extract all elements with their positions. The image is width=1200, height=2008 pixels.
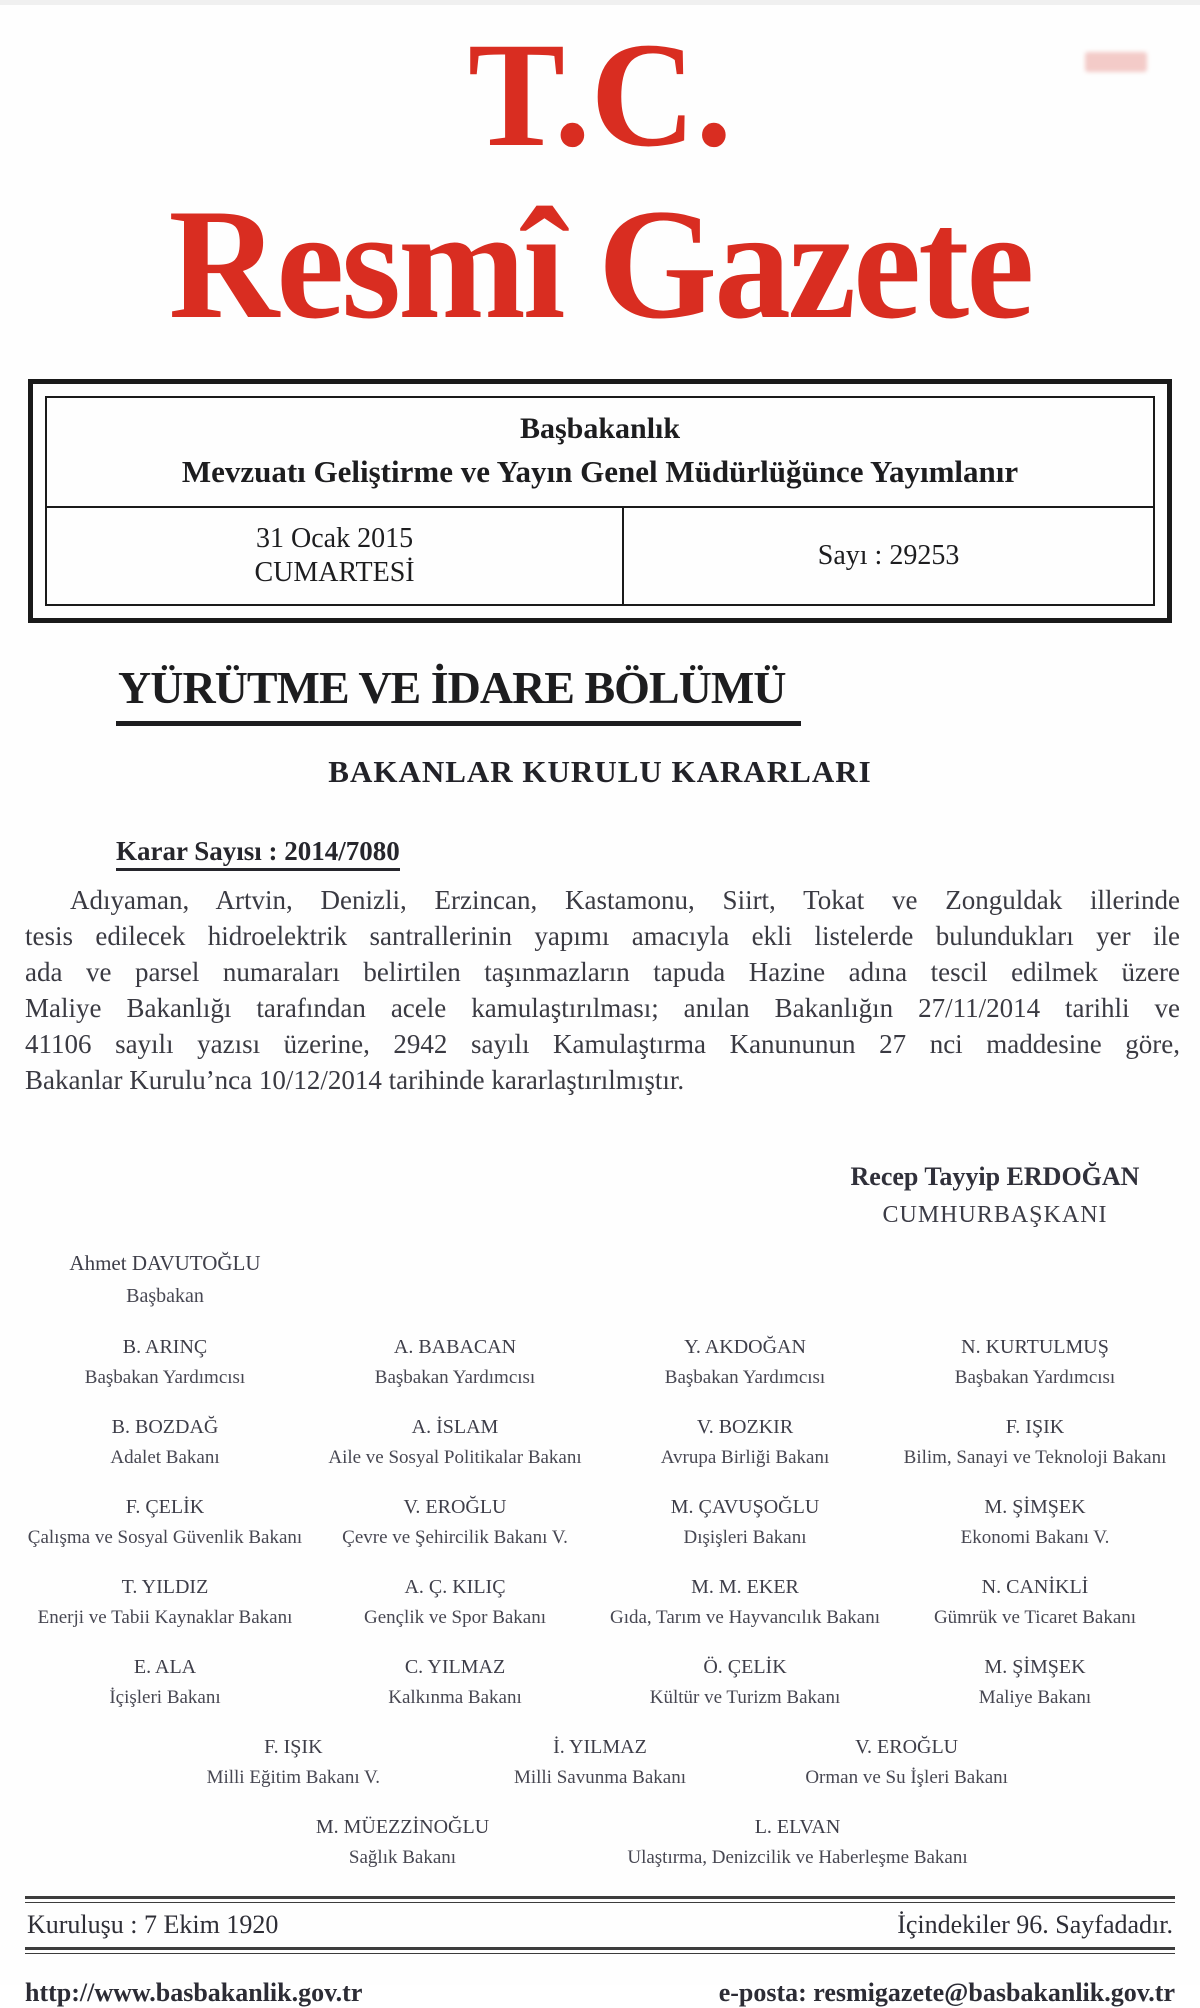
masthead: [0, 5, 1200, 352]
signatory-title: İçişleri Bakanı: [109, 1687, 221, 1708]
signatory-title: Milli Eğitim Bakanı V.: [206, 1767, 381, 1788]
decision-text-line: tesis edilecek hidroelektrik santrallerinin yapımı amacıyla ekli listelerde bulundukları yer ile: [25, 921, 1180, 951]
signatory: [20, 1416, 310, 1469]
footer-rule-top: [25, 1896, 1175, 1903]
issue-date-cell: [47, 508, 624, 604]
signatory-title: Gençlik ve Spor Bakanı: [363, 1607, 547, 1628]
subsection-title: BAKANLAR KURULU KARARLARI: [328, 754, 872, 789]
signatory-name: B. ARINÇ: [122, 1336, 208, 1358]
signatory: [753, 1736, 1060, 1789]
issue-day: CUMARTESİ: [254, 557, 415, 588]
signatory-name: N. CANİKLİ: [981, 1576, 1089, 1598]
signatory: [310, 1656, 600, 1709]
signatory-name: V. EROĞLU: [403, 1496, 507, 1518]
footer-info-row: [25, 1903, 1175, 1947]
publisher-name: Başbakanlık: [519, 412, 681, 445]
signatory: [600, 1576, 890, 1629]
section-title-wrap: [116, 661, 1200, 726]
decision-text: [25, 882, 1180, 1098]
signatory-title: Milli Savunma Bakanı: [513, 1767, 686, 1788]
signatory-name: M. ŞİMŞEK: [984, 1496, 1086, 1518]
signatory: [310, 1416, 600, 1469]
signatory: [890, 1656, 1180, 1709]
signatory-name: B. BOZDAĞ: [111, 1416, 219, 1438]
publisher-block: [47, 398, 1153, 506]
signatory: [20, 1576, 310, 1629]
signatory-title: Adalet Bakanı: [110, 1447, 220, 1468]
signature-row: [20, 1416, 1180, 1469]
signatory-name: İ. YILMAZ: [553, 1736, 647, 1758]
signatory-title: Sağlık Bakanı: [348, 1847, 457, 1868]
footer: [25, 1896, 1175, 1954]
decision-text-line: 41106 sayılı yazısı üzerine, 2942 sayılı Kamulaştırma Kanununun 27 nci maddesine göre,: [25, 1029, 1180, 1059]
decision-number: [116, 836, 1200, 867]
signature-row: [205, 1816, 995, 1869]
contents-note: İçindekiler 96. Sayfadadır.: [897, 1910, 1173, 1939]
masthead-tc: T.C.: [467, 12, 733, 178]
publisher-info-box: [28, 379, 1172, 623]
signatory-title: Kalkınma Bakanı: [388, 1687, 522, 1708]
signatory-title: Başbakan Yardımcısı: [664, 1367, 826, 1388]
signatory: [890, 1576, 1180, 1629]
decision-text-line: Bakanlar Kurulu’nca 10/12/2014 tarihinde kararlaştırılmıştır.: [25, 1065, 685, 1095]
signatory-title: Ekonomi Bakanı V.: [960, 1527, 1110, 1548]
signatory: [310, 1336, 600, 1389]
signatory: [20, 1496, 310, 1549]
signatory-name: T. YILDIZ: [121, 1576, 209, 1598]
signature-row: [20, 1576, 1180, 1629]
publisher-info-box-inner: [45, 396, 1155, 606]
signatory: [447, 1736, 754, 1789]
signatory-name: A. BABACAN: [393, 1336, 517, 1358]
issue-date: 31 Ocak 2015: [256, 523, 414, 554]
signatory-name: A. Ç. KILIÇ: [404, 1576, 506, 1598]
decision-text-line: ada ve parsel numaraları belirtilen taşınmazların tapuda Hazine adına tescil edilmek üzere: [25, 957, 1180, 987]
signatory-name: M. ÇAVUŞOĞLU: [670, 1496, 820, 1518]
founded-date: Kuruluşu : 7 Ekim 1920: [27, 1910, 279, 1939]
signatory-name: V. EROĞLU: [855, 1736, 959, 1758]
website-url: http://www.basbakanlik.gov.tr: [25, 1978, 363, 2007]
signatory: [600, 1416, 890, 1469]
signatory-title: Maliye Bakanı: [978, 1687, 1092, 1708]
signatory-title: Çalışma ve Sosyal Güvenlik Bakanı: [27, 1527, 303, 1548]
signatory-title: Gıda, Tarım ve Hayvancılık Bakanı: [609, 1607, 881, 1628]
footer-rule-bottom: [25, 1947, 1175, 1954]
signatory-name: Ö. ÇELİK: [703, 1656, 787, 1678]
signatory-title: Kültür ve Turizm Bakanı: [649, 1687, 841, 1708]
signatory-title: Bilim, Sanayi ve Teknoloji Bakanı: [903, 1447, 1167, 1468]
signatory: [890, 1336, 1180, 1389]
signatory-name: Y. AKDOĞAN: [684, 1336, 806, 1358]
signatory-name: F. IŞIK: [264, 1736, 323, 1758]
president-name: Recep Tayyip ERDOĞAN: [850, 1162, 1140, 1191]
signatory: [310, 1576, 600, 1629]
signatory-title: Enerji ve Tabii Kaynaklar Bakanı: [37, 1607, 293, 1628]
signatory: [20, 1336, 310, 1389]
signatory: [205, 1816, 600, 1869]
masthead-title: Resmî Gazete: [168, 177, 1032, 352]
signatory: [600, 1336, 890, 1389]
signature-row: [140, 1736, 1060, 1789]
signatory: [890, 1496, 1180, 1549]
email-address: e-posta: resmigazete@basbakanlik.gov.tr: [718, 1978, 1175, 2007]
signatory-name: C. YILMAZ: [404, 1656, 506, 1678]
signature-row: [20, 1496, 1180, 1549]
date-issue-row: [47, 506, 1153, 604]
signatory-name: E. ALA: [133, 1656, 197, 1678]
signatory-name: M. M. EKER: [691, 1576, 799, 1598]
president-signature: [795, 1162, 1195, 1229]
signatory-title: Başbakan Yardımcısı: [374, 1367, 536, 1388]
signatory-title: Avrupa Birliği Bakanı: [660, 1447, 830, 1468]
signatory-name: F. ÇELİK: [125, 1496, 205, 1518]
footer-links-row: [25, 1978, 1175, 2008]
decision-text-line: Maliye Bakanlığı tarafından acele kamulaştırılması; anılan Bakanlığın 27/11/2014 tarihli ve: [25, 993, 1180, 1023]
decision-text-line: Adıyaman, Artvin, Denizli, Erzincan, Kastamonu, Siirt, Tokat ve Zonguldak illerinde: [70, 885, 1180, 915]
signatory-name: F. IŞIK: [1005, 1416, 1065, 1438]
signatory-title: Dışişleri Bakanı: [683, 1527, 807, 1548]
signatory-title: Başbakan Yardımcısı: [84, 1367, 246, 1388]
signatory: [20, 1656, 310, 1709]
signatory: [600, 1816, 995, 1869]
signatory-name: M. MÜEZZİNOĞLU: [315, 1816, 490, 1838]
signatory-title: Ulaştırma, Denizcilik ve Haberleşme Bakanı: [627, 1847, 968, 1868]
president-title: CUMHURBAŞKANI: [882, 1202, 1108, 1228]
issue-number: Sayı : 29253: [817, 540, 960, 571]
signatory: [600, 1656, 890, 1709]
signatory-title: Aile ve Sosyal Politikalar Bakanı: [328, 1447, 582, 1468]
signatory: [310, 1496, 600, 1549]
signatory: [890, 1416, 1180, 1469]
ministers-signature-grid: [0, 1336, 1200, 1869]
signatory: [600, 1496, 890, 1549]
signatory-name: V. BOZKIR: [696, 1416, 794, 1438]
decision-number-label: Karar Sayısı : 2014/7080: [116, 836, 400, 871]
publisher-subtitle: Mevzuatı Geliştirme ve Yayın Genel Müdürlüğünce Yayımlanır: [181, 454, 1019, 489]
prime-minister-title: Başbakan: [126, 1285, 204, 1307]
signatory-name: M. ŞİMŞEK: [984, 1656, 1086, 1678]
signatory-name: L. ELVAN: [754, 1816, 841, 1838]
signatory-title: Başbakan Yardımcısı: [954, 1367, 1116, 1388]
signatory-name: N. KURTULMUŞ: [961, 1336, 1109, 1358]
signatory-title: Gümrük ve Ticaret Bakanı: [933, 1607, 1137, 1628]
signatory-title: Orman ve Su İşleri Bakanı: [805, 1767, 1008, 1788]
signatory-name: A. İSLAM: [411, 1416, 499, 1438]
prime-minister-signature: [20, 1251, 310, 1308]
signature-row: [20, 1336, 1180, 1389]
signatory: [140, 1736, 447, 1789]
prime-minister-name: Ahmet DAVUTOĞLU: [69, 1251, 261, 1275]
signatory-title: Çevre ve Şehircilik Bakanı V.: [342, 1527, 568, 1548]
section-title: YÜRÜTME VE İDARE BÖLÜMÜ: [116, 661, 801, 726]
signature-row: [20, 1656, 1180, 1709]
